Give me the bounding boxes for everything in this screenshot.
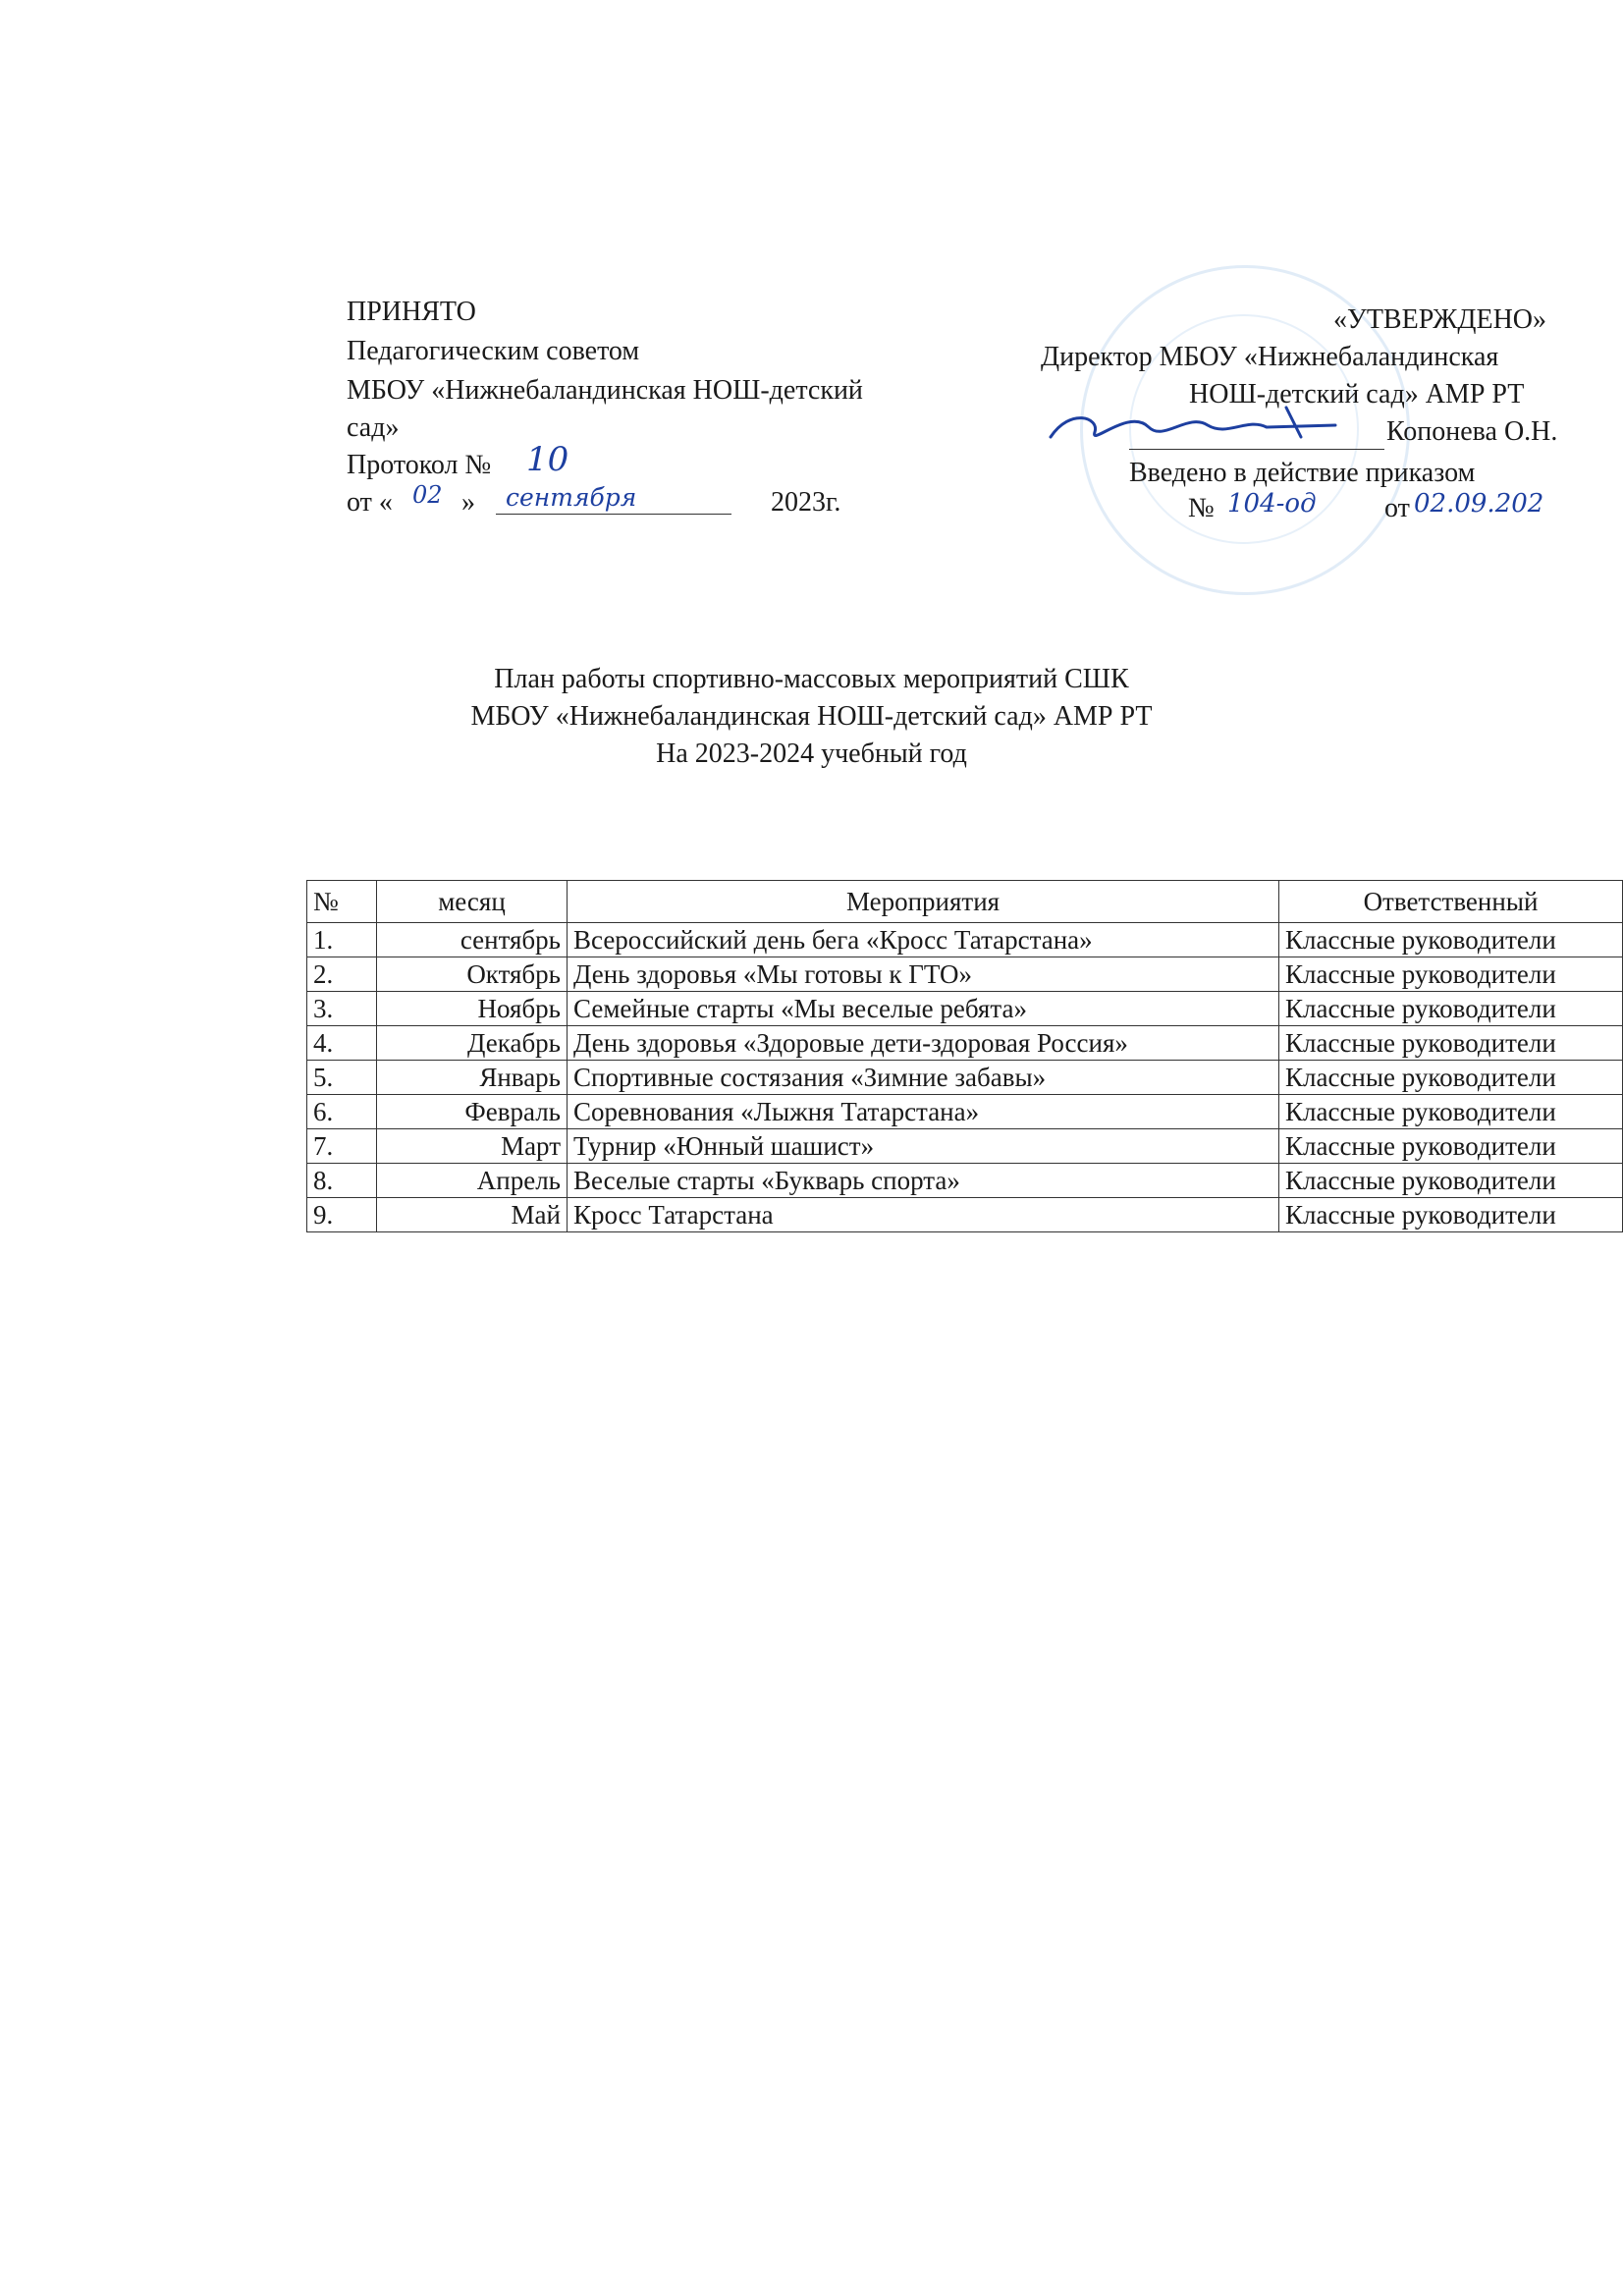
row-number: 7. [307,1129,377,1164]
row-month: Октябрь [377,957,568,992]
title-line3: На 2023-2024 учебный год [656,738,967,769]
row-month: Декабрь [377,1026,568,1061]
row-event: Соревнования «Лыжня Татарстана» [568,1095,1279,1129]
row-responsible: Классные руководители [1279,957,1623,992]
header-month: месяц [377,881,568,923]
date-close-quote: » [461,487,475,518]
row-month: Ноябрь [377,992,568,1026]
table-row [307,992,1623,1026]
row-month: Апрель [377,1164,568,1198]
row-number: 4. [307,1026,377,1061]
row-event: День здоровья «Мы готовы к ГТО» [568,957,1279,992]
protocol-label: Протокол № [347,450,492,480]
school-name-line2: сад» [347,412,400,443]
director-name: Копонева О.Н. [1386,416,1558,447]
row-month: Февраль [377,1095,568,1129]
order-number-handwritten: 104-од [1227,489,1317,519]
protocol-number-handwritten: 10 [526,440,569,479]
date-month-handwritten: сентября [506,483,637,512]
director-signature [1041,398,1365,457]
school-name-line1: МБОУ «Нижнебаландинская НОШ-детский [347,375,863,406]
events-table [306,880,1623,1232]
row-responsible: Классные руководители [1279,1095,1623,1129]
table-row [307,957,1623,992]
row-month: Март [377,1129,568,1164]
row-event: Спортивные состязания «Зимние забавы» [568,1061,1279,1095]
table-row [307,1198,1623,1232]
row-event: Кросс Татарстана [568,1198,1279,1232]
table-row [307,1164,1623,1198]
order-number-label: № [1188,493,1215,523]
row-responsible: Классные руководители [1279,992,1623,1026]
row-month: сентябрь [377,923,568,957]
table-row [307,923,1623,957]
header-events: Мероприятия [568,881,1279,923]
row-responsible: Классные руководители [1279,1026,1623,1061]
date-year: 2023г. [771,487,841,518]
title-line2: МБОУ «Нижнебаландинская НОШ-детский сад» АМР РТ [470,701,1153,732]
row-month: Май [377,1198,568,1232]
row-event: Всероссийский день бега «Кросс Татарстана» [568,923,1279,957]
row-number: 5. [307,1061,377,1095]
table-row [307,1129,1623,1164]
table-row [307,1095,1623,1129]
table-header-row [307,881,1623,923]
accepted-heading: ПРИНЯТО [347,297,476,327]
signature-line [1129,449,1384,450]
row-responsible: Классные руководители [1279,1164,1623,1198]
header-responsible: Ответственный [1279,881,1623,923]
director-school: НОШ-детский сад» АМР РТ [1189,379,1525,410]
row-month: Январь [377,1061,568,1095]
row-number: 3. [307,992,377,1026]
row-event: Турнир «Юнный шашист» [568,1129,1279,1164]
row-number: 1. [307,923,377,957]
row-number: 8. [307,1164,377,1198]
row-responsible: Классные руководители [1279,1198,1623,1232]
row-number: 6. [307,1095,377,1129]
date-day-handwritten: 02 [412,481,443,509]
table-row [307,1061,1623,1095]
date-underline [496,514,731,515]
row-event: Веселые старты «Букварь спорта» [568,1164,1279,1198]
date-prefix: от « [347,487,393,518]
director-title: Директор МБОУ «Нижнебаландинская [1041,342,1499,372]
row-event: Семейные старты «Мы веселые ребята» [568,992,1279,1026]
header-number: № [307,881,377,923]
row-responsible: Классные руководители [1279,1129,1623,1164]
title-line1: План работы спортивно-массовых мероприятий СШК [494,664,1129,694]
council-name: Педагогическим советом [347,336,640,366]
order-date-label: от [1384,493,1410,523]
approved-heading: «УТВЕРЖДЕНО» [1333,304,1547,335]
order-introduced: Введено в действие приказом [1129,458,1476,488]
order-date-handwritten: 02.09.202 [1414,489,1544,519]
row-number: 2. [307,957,377,992]
row-number: 9. [307,1198,377,1232]
row-responsible: Классные руководители [1279,1061,1623,1095]
row-event: День здоровья «Здоровые дети-здоровая Россия» [568,1026,1279,1061]
table-row [307,1026,1623,1061]
row-responsible: Классные руководители [1279,923,1623,957]
